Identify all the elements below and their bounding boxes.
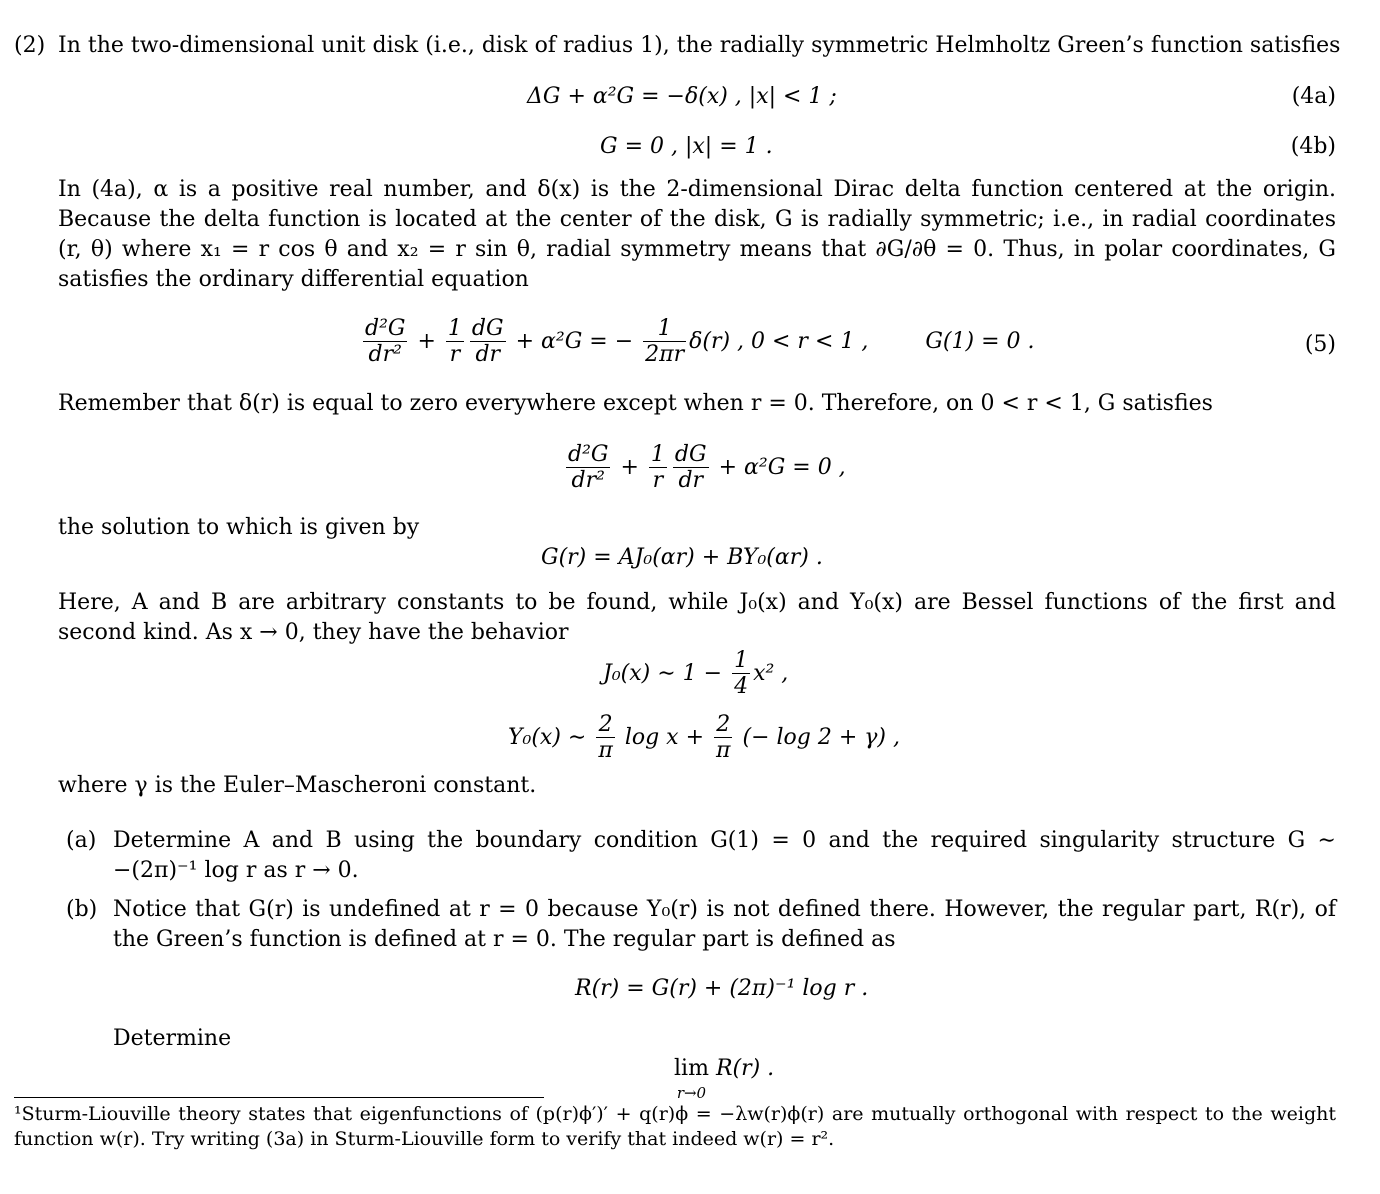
part-b bbox=[66, 895, 1336, 955]
equation-5-boundary: G(1) = 0 . bbox=[925, 328, 1035, 354]
fraction-dg-dr bbox=[673, 442, 709, 494]
fraction-numerator: d²G bbox=[568, 442, 609, 467]
fraction-denominator: π bbox=[716, 738, 731, 764]
equation-regular-part: R(r) = G(r) + (2π)⁻¹ log r . bbox=[575, 976, 869, 1001]
footnote-rule bbox=[14, 1097, 544, 1098]
plus-sign: + bbox=[620, 454, 639, 480]
equation-4b-label: (4b) bbox=[1290, 134, 1336, 159]
paragraph-radial-symmetry: In (4a), α is a positive real number, and δ(x) is the 2-dimensional Dirac delta function centered at the origin. Because the delta function is located at the center of the disk, G is radially symmetric; i.e., in radial coordinates (r, θ) where x₁ = r cos θ and x₂ = r sin θ, radial symmetry means that ∂G/∂θ = 0. Thus, in polar coordinates, G satisfies the ordinary differential equation bbox=[58, 177, 1336, 292]
fraction-two-over-pi bbox=[596, 712, 614, 764]
fraction-one-over-r bbox=[446, 316, 464, 368]
equation-8-left: J₀(x) ∼ 1 − bbox=[603, 660, 723, 686]
paragraph-delta-zero: Remember that δ(r) is equal to zero everywhere except when r = 0. Therefore, on 0 < r < 1, G satisfies bbox=[58, 391, 1213, 416]
limit-subscript: r→0 bbox=[676, 1084, 707, 1102]
part-a-label: (a) bbox=[66, 828, 97, 853]
fraction-denominator: dr bbox=[475, 342, 501, 368]
equation-5-middle: + α²G = − bbox=[515, 328, 634, 354]
limit-operator bbox=[674, 1058, 709, 1101]
equation-9-right: (− log 2 + γ) , bbox=[742, 724, 900, 750]
equation-6 bbox=[563, 442, 846, 494]
fraction-denominator: r bbox=[449, 342, 461, 368]
fraction-denominator: 4 bbox=[734, 674, 749, 700]
fraction-denominator: π bbox=[598, 738, 613, 764]
fraction-one-quarter bbox=[732, 648, 750, 700]
equation-4b: G = 0 , |x| = 1 . bbox=[600, 134, 773, 159]
footnote: ¹Sturm-Liouville theory states that eigenfunctions of (p(r)ϕ′)′ + q(r)ϕ = −λw(r)ϕ(r) are mutually orthogonal with respect to the weight function w(r). Try writing (3a) in Sturm-Liouville form to verify that indeed w(r) = r². bbox=[14, 1103, 1336, 1150]
problem-number: (2) bbox=[14, 33, 46, 58]
equation-9 bbox=[508, 712, 900, 764]
intro-text: In the two-dimensional unit disk (i.e., disk of radius 1), the radially symmetric Helmholtz Green’s function satisfies bbox=[58, 33, 1341, 58]
equation-7: G(r) = AJ₀(αr) + BY₀(αr) . bbox=[541, 545, 823, 570]
determine-label: Determine bbox=[113, 1026, 232, 1051]
plus-sign: + bbox=[417, 328, 436, 354]
limit-word: lim bbox=[674, 1056, 709, 1081]
fraction-numerator: 1 bbox=[650, 442, 665, 467]
fraction-one-over-r bbox=[649, 442, 667, 494]
equation-5-delta: δ(r) , 0 < r < 1 , bbox=[689, 328, 869, 354]
limit-tail: R(r) . bbox=[715, 1056, 775, 1081]
equation-4a-label: (4a) bbox=[1291, 84, 1336, 109]
equation-8 bbox=[603, 648, 788, 700]
part-a-text: Determine A and B using the boundary condition G(1) = 0 and the required singularity structure G ∼ −(2π)⁻¹ log r as r → 0. bbox=[113, 828, 1336, 883]
part-a bbox=[66, 826, 1336, 886]
fraction-one-over-2pir bbox=[643, 316, 686, 368]
fraction-denominator: dr bbox=[678, 468, 704, 494]
fraction-numerator: 2 bbox=[596, 712, 614, 738]
equation-9-left: Y₀(x) ∼ bbox=[508, 724, 587, 750]
part-b-text: Notice that G(r) is undefined at r = 0 because Y₀(r) is not defined there. However, the regular part, R(r), of the Green’s function is defined at r = 0. The regular part is defined as bbox=[113, 897, 1336, 952]
equation-4a: ΔG + α²G = −δ(x) , |x| < 1 ; bbox=[527, 84, 837, 109]
paragraph-solution: the solution to which is given by bbox=[58, 515, 420, 540]
fraction-dg-dr bbox=[470, 316, 506, 368]
fraction-d2g-dr2 bbox=[363, 316, 407, 368]
fraction-numerator: dG bbox=[674, 442, 707, 467]
equation-5-label: (5) bbox=[1304, 332, 1336, 357]
fraction-denominator: 2πr bbox=[645, 342, 685, 368]
fraction-numerator: d²G bbox=[365, 316, 406, 341]
fraction-numerator: dG bbox=[471, 316, 504, 341]
fraction-numerator: 1 bbox=[643, 316, 686, 342]
fraction-numerator: 1 bbox=[447, 316, 462, 341]
fraction-numerator: 2 bbox=[714, 712, 732, 738]
fraction-denominator: dr² bbox=[571, 468, 605, 494]
equation-6-tail: + α²G = 0 , bbox=[718, 454, 846, 480]
paragraph-bessel: Here, A and B are arbitrary constants to be found, while J₀(x) and Y₀(x) are Bessel functions of the first and second kind. As x → 0, they have the behavior bbox=[58, 590, 1336, 645]
equation-5 bbox=[360, 316, 1035, 368]
equation-9-middle: log x + bbox=[624, 724, 705, 750]
paragraph-euler-mascheroni: where γ is the Euler–Mascheroni constant. bbox=[58, 773, 537, 798]
limit-expression bbox=[674, 1058, 774, 1101]
fraction-two-over-pi bbox=[714, 712, 732, 764]
fraction-numerator: 1 bbox=[734, 648, 749, 673]
part-b-label: (b) bbox=[66, 897, 98, 922]
fraction-d2g-dr2 bbox=[566, 442, 610, 494]
fraction-denominator: r bbox=[652, 468, 664, 494]
equation-8-right: x² , bbox=[753, 660, 789, 686]
fraction-denominator: dr² bbox=[368, 342, 402, 368]
